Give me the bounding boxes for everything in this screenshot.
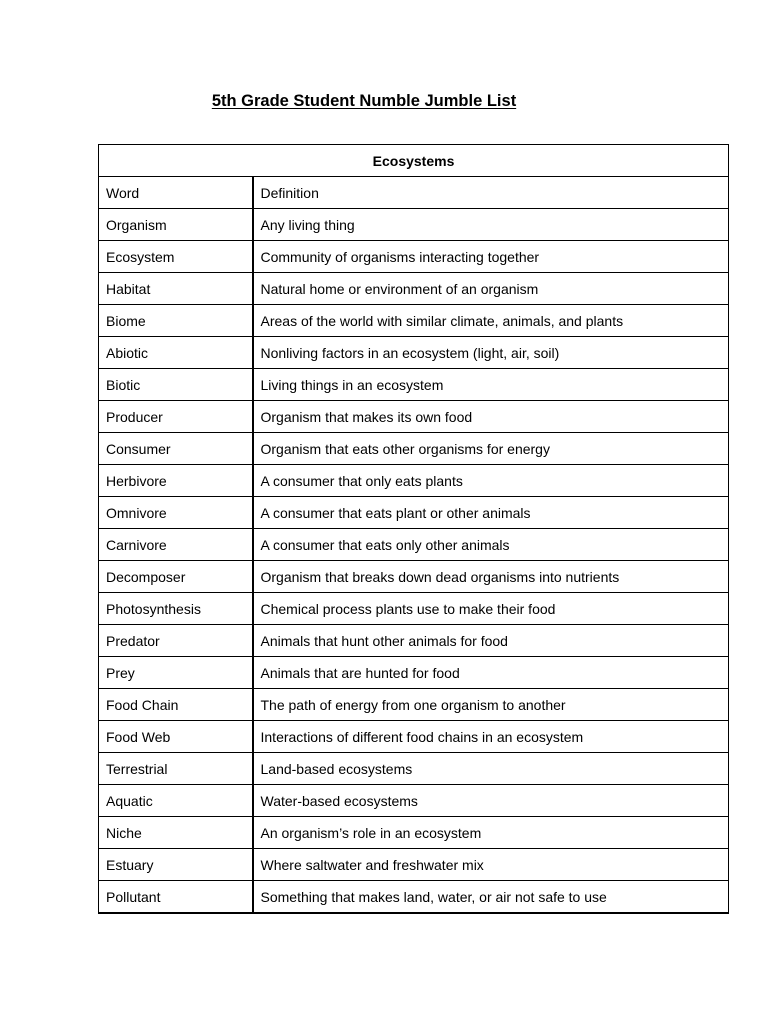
definition-cell: Animals that are hunted for food: [253, 657, 729, 689]
term-cell: Decomposer: [99, 561, 253, 593]
table-row: [99, 625, 729, 657]
definition-cell: Water-based ecosystems: [253, 785, 729, 817]
term-cell: Ecosystem: [99, 241, 253, 273]
definition-cell: Living things in an ecosystem: [253, 369, 729, 401]
definition-cell: The path of energy from one organism to another: [253, 689, 729, 721]
term-cell: Niche: [99, 817, 253, 849]
definition-cell: A consumer that eats only other animals: [253, 529, 729, 561]
table-row: [99, 561, 729, 593]
vocabulary-table: [98, 144, 729, 914]
definition-cell: Interactions of different food chains in an ecosystem: [253, 721, 729, 753]
section-header-row: [99, 145, 729, 177]
word-column-header: Word: [99, 177, 253, 209]
definition-cell: Community of organisms interacting together: [253, 241, 729, 273]
term-cell: Terrestrial: [99, 753, 253, 785]
table-row: [99, 273, 729, 305]
vocabulary-table-body: [99, 145, 729, 914]
table-row: [99, 241, 729, 273]
table-row: [99, 465, 729, 497]
definition-cell: Areas of the world with similar climate, animals, and plants: [253, 305, 729, 337]
definition-cell: Organism that makes its own food: [253, 401, 729, 433]
term-cell: Photosynthesis: [99, 593, 253, 625]
table-row: [99, 529, 729, 561]
definition-cell: A consumer that eats plant or other animals: [253, 497, 729, 529]
section-title: Ecosystems: [99, 145, 729, 177]
definition-cell: Organism that breaks down dead organisms into nutrients: [253, 561, 729, 593]
term-cell: Prey: [99, 657, 253, 689]
definition-cell: Nonliving factors in an ecosystem (light, air, soil): [253, 337, 729, 369]
table-row: [99, 753, 729, 785]
table-row: [99, 721, 729, 753]
term-cell: Carnivore: [99, 529, 253, 561]
term-cell: Biome: [99, 305, 253, 337]
definition-cell: Natural home or environment of an organism: [253, 273, 729, 305]
term-cell: Abiotic: [99, 337, 253, 369]
term-cell: Biotic: [99, 369, 253, 401]
term-cell: Food Web: [99, 721, 253, 753]
term-cell: Omnivore: [99, 497, 253, 529]
term-cell: Predator: [99, 625, 253, 657]
term-cell: Habitat: [99, 273, 253, 305]
term-cell: Organism: [99, 209, 253, 241]
definition-cell: Land-based ecosystems: [253, 753, 729, 785]
definition-cell: Any living thing: [253, 209, 729, 241]
term-cell: Food Chain: [99, 689, 253, 721]
table-row: [99, 881, 729, 914]
definition-cell: Organism that eats other organisms for energy: [253, 433, 729, 465]
definition-cell: Animals that hunt other animals for food: [253, 625, 729, 657]
definition-column-header: Definition: [253, 177, 729, 209]
table-row: [99, 593, 729, 625]
term-cell: Estuary: [99, 849, 253, 881]
term-cell: Aquatic: [99, 785, 253, 817]
term-cell: Herbivore: [99, 465, 253, 497]
term-cell: Pollutant: [99, 881, 253, 914]
document-title: 5th Grade Student Numble Jumble List: [211, 92, 517, 110]
table-row: [99, 337, 729, 369]
table-row: [99, 785, 729, 817]
table-row: [99, 209, 729, 241]
column-header-row: [99, 177, 729, 209]
definition-cell: Where saltwater and freshwater mix: [253, 849, 729, 881]
table-row: [99, 369, 729, 401]
definition-cell: An organism’s role in an ecosystem: [253, 817, 729, 849]
table-row: [99, 849, 729, 881]
term-cell: Producer: [99, 401, 253, 433]
table-row: [99, 401, 729, 433]
definition-cell: Chemical process plants use to make their food: [253, 593, 729, 625]
table-row: [99, 817, 729, 849]
term-cell: Consumer: [99, 433, 253, 465]
definition-cell: Something that makes land, water, or air not safe to use: [253, 881, 729, 914]
definition-cell: A consumer that only eats plants: [253, 465, 729, 497]
table-row: [99, 689, 729, 721]
table-row: [99, 657, 729, 689]
table-row: [99, 497, 729, 529]
table-row: [99, 433, 729, 465]
table-row: [99, 305, 729, 337]
